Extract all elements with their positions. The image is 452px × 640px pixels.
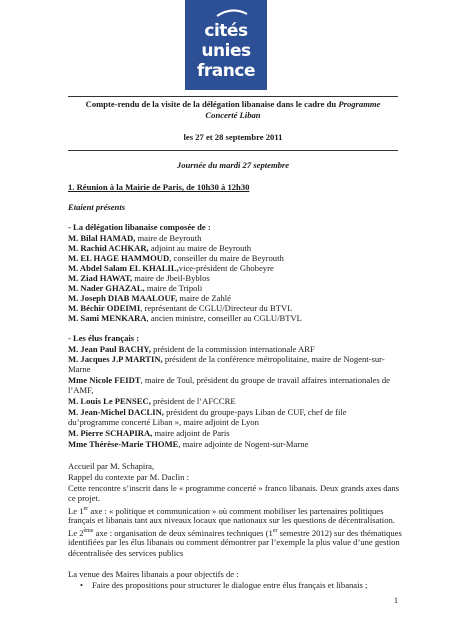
lebanese-delegation-heading: - La délégation libanaise composée de : [68,222,211,232]
french-member-continued: du’programme concerté Liban », maire adjoint de Lyon [68,417,259,427]
paragraph-axis-1-line-1: Le 1er axe : « politique et communication » où comment mobiliser les partenaires politiques [68,505,384,516]
cites-unies-france-logo [185,0,267,90]
french-member: M. Louis Le PENSEC, président de l’AFCCRE [68,396,236,406]
lebanese-member: M. Ziad HAWAT, maire de Jbeil-Byblos [68,273,210,283]
french-officials-heading: - Les élus français : [68,333,140,343]
top-rule [68,96,398,97]
document-dates: les 27 et 28 septembre 2011 [183,132,283,142]
page-number: 1 [394,596,398,605]
dates-rule [68,150,398,151]
paragraph-context: Rappel du contexte par M. Daclin : [68,472,189,482]
paragraph-meeting-line-2: ce projet. [68,493,100,503]
french-member: M. Jean Paul BACHY, président de la commission internationale ARF [68,344,315,354]
french-member: Mme Thérèse-Marie THOME, maire adjointe de Nogent-sur-Marne [68,439,309,449]
french-member: Mme Nicole FEIDT, maire de Toul, président du groupe de travail affaires internationales de [68,375,390,385]
paragraph-axis-2-line-3: décentralisée des services publics [68,548,184,558]
lebanese-member: M. Nader GHAZAL, maire de Tripoli [68,283,203,293]
lebanese-member: M. EL HAGE HAMMOUD, conseiller du maire de Beyrouth [68,253,284,263]
french-member-continued: l’AMF, [68,385,94,395]
paragraph-axis-2-line-1: Le 2ème axe : organisation de deux séminaires techniques (1er semestre 2012) sur des thématiques [68,527,402,538]
lebanese-member: M. Sami MENKARA, ancien ministre, conseiller au CGLU/BTVL [68,313,302,323]
paragraph-meeting-line-1: Cette rencontre s’inscrit dans le « programme concerté » franco libanais. Deux grands axes dans [68,483,399,493]
french-member: M. Jean-Michel DACLIN, président du groupe-pays Liban de CUF, chef de file [68,407,347,417]
lebanese-member: M. Béchir ODEIMI, représentant de CGLU/Directeur du BTVL [68,303,293,313]
section-1-heading: 1. Réunion à la Mairie de Paris, de 10h30 à 12h30 [68,182,250,192]
paragraph-axis-1-line-2: français et libanais tant aux niveaux locaux que nationaux sur les questions de décentralisation. [68,515,395,525]
lebanese-member: M. Abdel Salam EL KHALIL,vice-président de Ghobeyre [68,263,274,273]
document-title-line-1 [68,99,398,109]
title-part-1: Compte-rendu de la visite de la délégation libanaise dans le cadre du [85,99,339,109]
present-label: Etaient présents [68,202,126,212]
paragraph-axis-2-line-2: identifiées par les élus libanais ou comment démontrer par l’exemple la plus value d’une gestion [68,537,400,547]
french-member: M. Jacques J.P MARTIN, président de la conférence métropolitaine, maire de Nogent-sur- [68,354,385,364]
paragraph-welcome: Accueil par M. Schapira, [68,461,155,471]
lebanese-member: M. Bilal HAMAD, maire de Beyrouth [68,233,202,243]
day-heading: Journée du mardi 27 septembre [176,160,290,170]
logo-line-2: unies [201,41,251,61]
bullet-item: Faire des propositions pour structurer le dialogue entre élus français et libanais ; [92,580,368,590]
title-part-2: Programme [338,99,381,109]
lebanese-member: M. Joseph DIAB MAALOUF, maire de Zahlé [68,293,231,303]
paragraph-objectives: La venue des Maires libanais a pour objectifs de : [68,569,239,579]
logo-swoosh-icon [215,8,249,18]
document-title-line-2: Concerté Liban [205,110,261,120]
french-member-continued: Marne [68,364,91,374]
logo-line-3: france [197,61,255,81]
french-member: M. Pierre SCHAPIRA, maire adjoint de Paris [68,428,230,438]
bullet-icon: • [80,580,84,590]
logo-line-1: cités [204,21,248,41]
lebanese-member: M. Rachid ACHKAR, adjoint au maire de Beyrouth [68,243,252,253]
